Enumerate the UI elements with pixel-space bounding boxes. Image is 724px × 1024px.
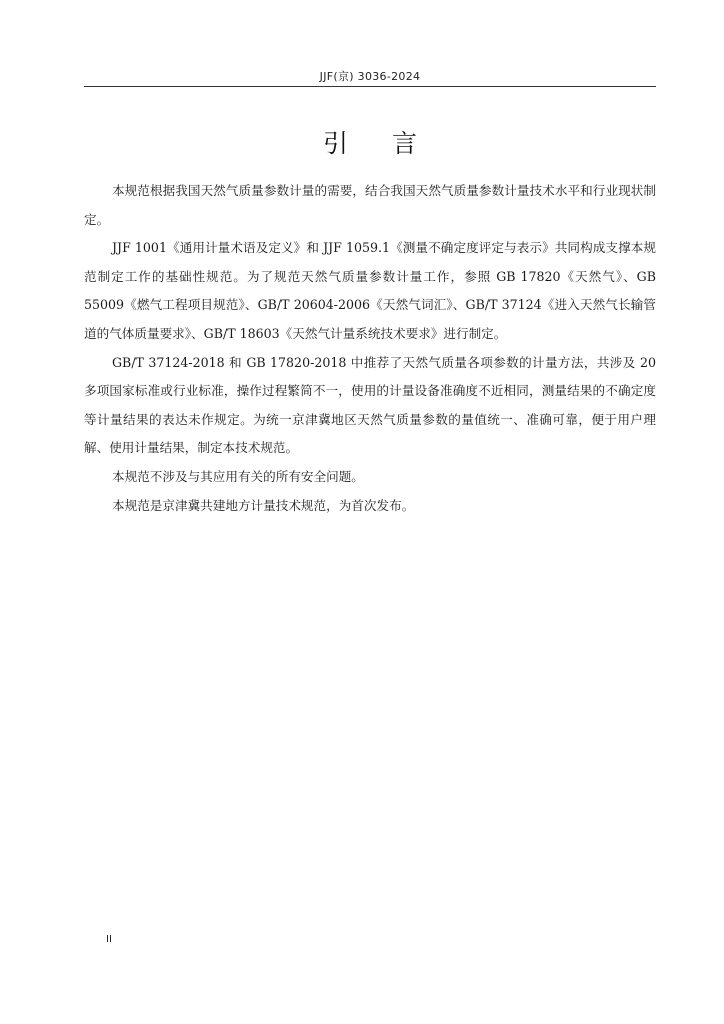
paragraph-4: 本规范不涉及与其应用有关的所有安全问题。 [112,468,364,484]
header-rule [84,86,656,87]
paragraph-5: 本规范是京津冀共建地方计量技术规范，为首次发布。 [112,497,415,513]
paragraph-1: 本规范根据我国天然气质量参数计量的需要，结合我国天然气质量参数计量技术水平和行业现状制定。 [84,183,656,227]
title-char-2: 言 [392,129,418,158]
running-header: JJF(京) 3036-2024 [319,70,421,83]
section-title [84,124,656,160]
paragraph-3: GB/T 37124-2018 和 GB 17820-2018 中推荐了天然气质量各项参数的计量方法，共涉及 20 多项国家标准或行业标准，操作过程繁简不一，使用的计量设备准确度不近相同，测量结果的不确定度等计量结果的表达未作规定。为统一京津冀地区天然气质量参数的量值统一、准确可靠，便于用户理解、使用计量结果，制定本技术规范。 [84,354,656,456]
title-char-1: 引 [322,129,348,158]
page-number: II [106,934,112,945]
body-text [84,177,656,520]
paragraph-2: JJF 1001《通用计量术语及定义》和 JJF 1059.1《测量不确定度评定与表示》共同构成支撑本规范制定工作的基础性规范。为了规范天然气质量参数计量工作，参照 GB 17820《天然气》、GB 55009《燃气工程项目规范》、GB/T 20604-2006《天然气词汇》、GB/T 37124《进入天然气长输管道的气体质量要求》、GB/T 18603《天然气计量系统技术要求》进行制定。 [84,240,656,341]
